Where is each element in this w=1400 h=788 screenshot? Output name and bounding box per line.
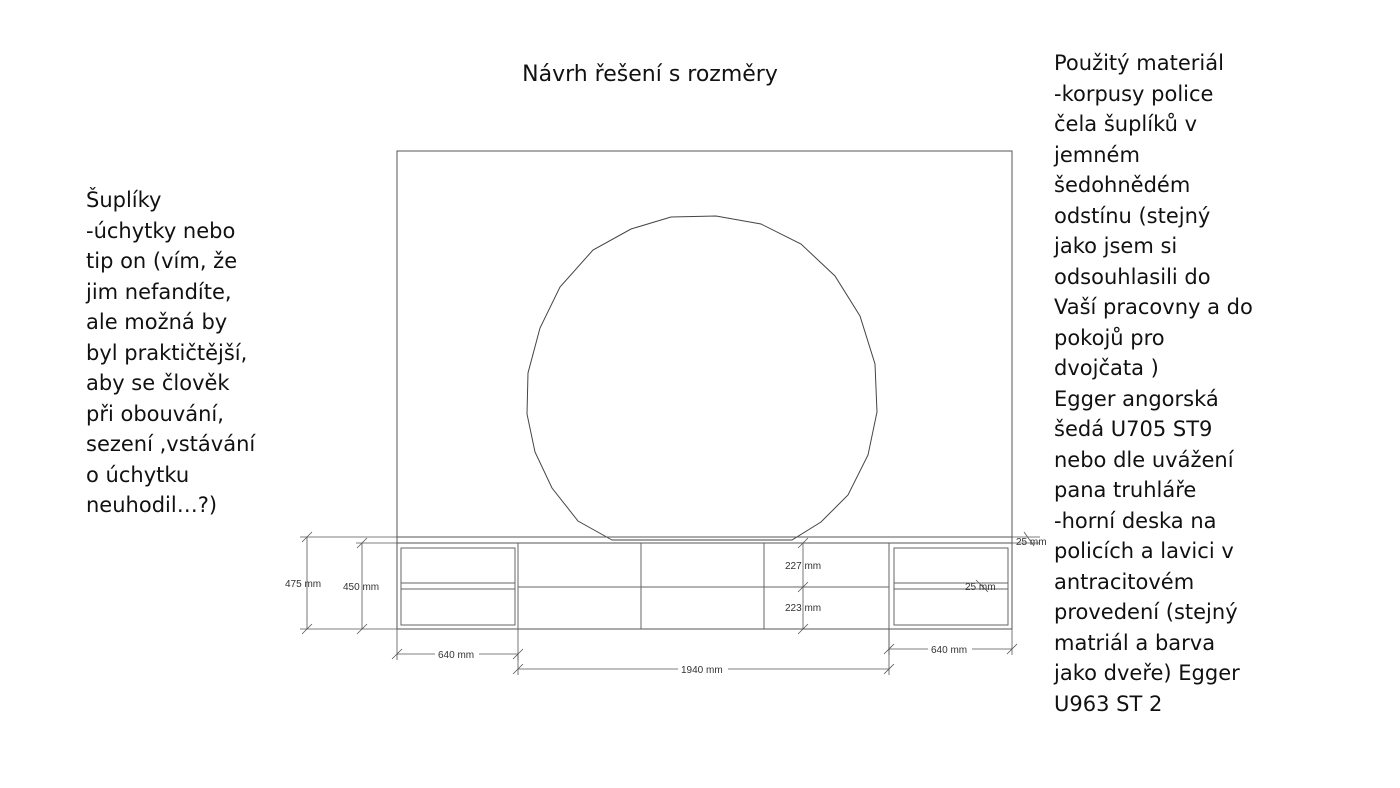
note-line: provedení (stejný [1054, 600, 1238, 624]
note-line: nebo dle uvážení [1054, 447, 1234, 472]
dim-label-body-height: 450 mm [343, 582, 380, 593]
note-line: pana truhláře [1054, 478, 1197, 502]
drawing-title: Návrh řešení s rozměry [522, 62, 778, 87]
note-line: šedohnědém [1054, 173, 1191, 197]
note-line: Použitý materiál [1054, 51, 1224, 75]
note-line: tip on (vím, že [86, 249, 238, 273]
note-line: sezení ,vstávání [86, 432, 256, 456]
dim-label-bench: 1940 mm [681, 665, 723, 676]
dim-label-overall-height: 475 mm [285, 579, 322, 590]
dimension-drawer-heights [798, 538, 808, 634]
note-line: při obouvání, [86, 401, 224, 426]
note-line: ale možná by [86, 310, 228, 334]
dim-label-right-unit: 640 mm [931, 645, 968, 656]
note-line: jim nefandíte, [86, 279, 232, 304]
note-line: policích a lavici v [1054, 539, 1234, 563]
left-shelf-unit [401, 543, 518, 629]
note-line: aby se člověk [86, 371, 230, 395]
note-line: o úchytku [86, 462, 190, 487]
dim-label-top-drawer: 227 mm [785, 561, 822, 572]
bench-drawers [518, 543, 889, 629]
note-line: -úchytky nebo [86, 218, 236, 243]
note-line: dvojčata ) [1054, 356, 1159, 380]
note-line: odstínu (stejný [1054, 203, 1211, 228]
note-line: odsouhlasili do [1054, 264, 1211, 289]
note-line: Egger angorská [1054, 386, 1219, 411]
note-line: -horní deska na [1054, 508, 1217, 533]
note-line: byl praktičtější, [86, 340, 248, 365]
note-line: jako dveře) Egger [1054, 661, 1240, 685]
note-line: neuhodil…?) [86, 493, 218, 517]
note-line: pokojů pro [1054, 325, 1165, 350]
dim-label-bottom-drawer: 223 mm [785, 603, 822, 614]
note-line: jako jsem si [1054, 234, 1178, 258]
note-line: čela šuplíků v [1054, 112, 1198, 136]
note-line: -korpusy police [1054, 81, 1214, 106]
dim-label-left-unit: 640 mm [438, 650, 475, 661]
round-mirror [527, 216, 877, 540]
note-line: Šuplíky [86, 188, 162, 212]
wall-panel [397, 151, 1012, 537]
note-line: U963 ST 2 [1054, 691, 1163, 716]
note-line: jemném [1054, 142, 1140, 167]
note-line: matriál a barva [1054, 630, 1216, 655]
dim-label-top-board: 25 mm [1016, 537, 1047, 548]
dim-label-shelf: 25 mm [965, 582, 996, 593]
note-line: antracitovém [1054, 569, 1195, 594]
note-line: Vaší pracovny a do [1054, 295, 1253, 319]
note-line: šedá U705 ST9 [1054, 417, 1213, 441]
